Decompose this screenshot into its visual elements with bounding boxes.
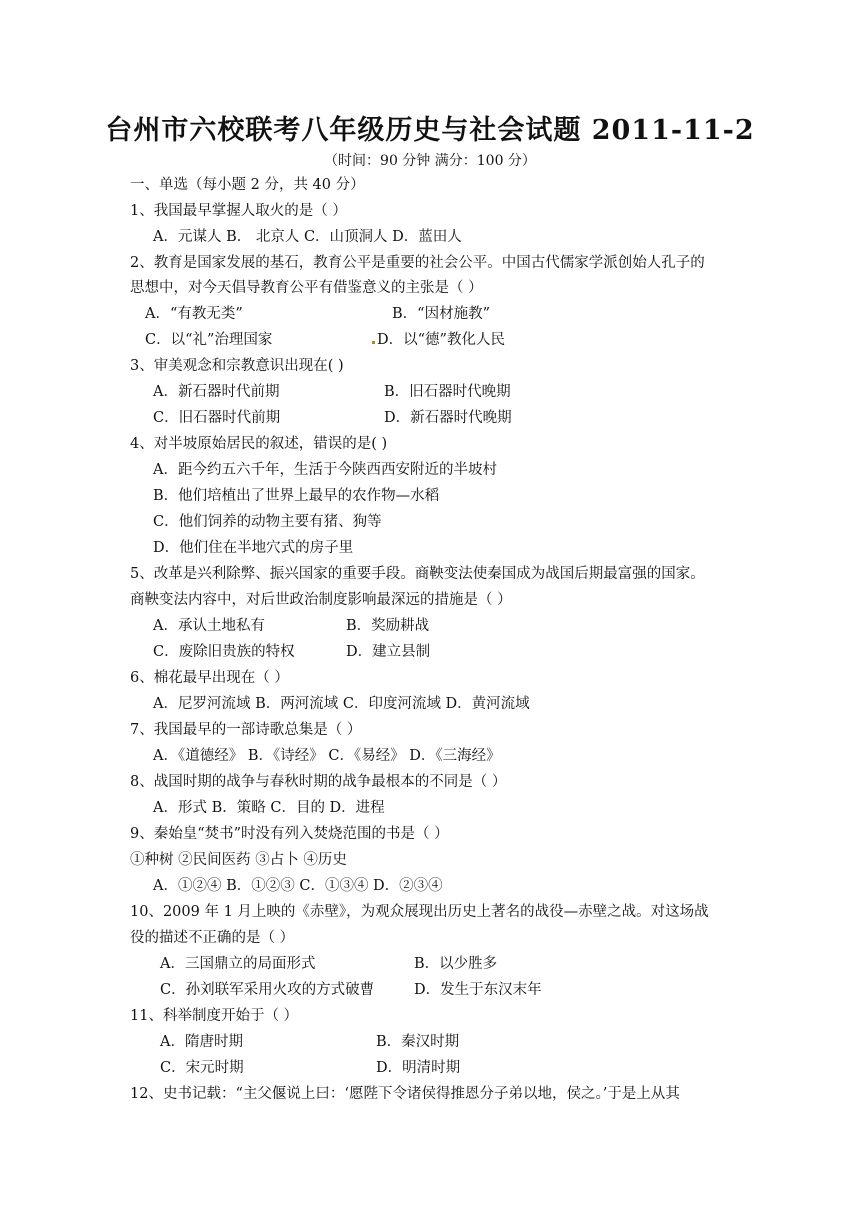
question-4-option-c: C．他们饲养的动物主要有猪、狗等 <box>153 514 382 530</box>
question-1-options: A．元谋人 B． 北京人 C．山顶洞人 D．蓝田人 <box>153 229 462 245</box>
question-4-stem: 4、对半坡原始居民的叙述，错误的是( ) <box>130 436 388 452</box>
question-2-option-c: C．以“礼”治理国家 <box>145 332 273 348</box>
question-5-stem-line2: 商鞅变法内容中，对后世政治制度影响最深远的措施是（ ） <box>130 592 512 608</box>
question-11-option-d: D．明清时期 <box>376 1060 461 1076</box>
question-2-stem-line2: 思想中，对今天倡导教育公平有借鉴意义的主张是（ ） <box>130 280 483 296</box>
question-10-option-d: D．发生于东汉末年 <box>414 982 542 998</box>
question-2-stem-line1: 2、教育是国家发展的基石，教育公平是重要的社会公平。中国古代儒家学派创始人孔子的 <box>130 255 705 271</box>
question-8-options: A．形式 B．策略 C．目的 D．进程 <box>153 800 385 816</box>
stray-mark <box>372 341 375 344</box>
question-9-items: ①种树 ②民间医药 ③占卜 ④历史 <box>130 852 347 868</box>
question-4-option-d: D．他们住在半地穴式的房子里 <box>153 540 354 556</box>
question-4-option-a: A．距今约五六千年，生活于今陕西西安附近的半坡村 <box>153 462 497 478</box>
question-2-option-d: D．以“德”教化人民 <box>372 330 505 350</box>
question-9-options: A．①②④ B．①②③ C．①③④ D．②③④ <box>153 878 443 894</box>
question-11-option-a: A．隋唐时期 <box>160 1034 243 1050</box>
question-7-options: A．《道德经》 B．《诗经》 C．《易经》 D．《三海经》 <box>153 748 501 764</box>
question-4-option-b: B．他们培植出了世界上最早的农作物—水稻 <box>153 488 440 504</box>
question-3-stem: 3、审美观念和宗教意识出现在( ) <box>130 358 344 374</box>
section-heading: 一、单选（每小题 2 分，共 40 分） <box>130 177 365 193</box>
question-10-option-b: B．以少胜多 <box>414 956 498 972</box>
question-5-option-d: D．建立县制 <box>346 644 431 660</box>
question-11-option-c: C．宋元时期 <box>160 1060 244 1076</box>
question-1-stem: 1、我国最早掌握人取火的是（ ） <box>130 203 347 219</box>
question-5-stem-line1: 5、改革是兴利除弊、振兴国家的重要手段。商鞅变法使秦国成为战国后期最富强的国家。 <box>130 566 705 582</box>
question-2-option-b: B．“因材施教” <box>392 306 490 322</box>
page-title: 台州市六校联考八年级历史与社会试题 2011-11-2 <box>105 115 755 146</box>
question-10-option-c: C．孙刘联军采用火攻的方式破曹 <box>160 982 375 998</box>
question-3-option-b: B．旧石器时代晚期 <box>384 384 511 400</box>
question-3-option-a: A．新石器时代前期 <box>153 384 280 400</box>
question-10-stem-line2: 役的描述不正确的是（ ） <box>130 930 295 946</box>
question-5-option-b: B．奖励耕战 <box>346 618 430 634</box>
question-6-options: A．尼罗河流域 B．两河流域 C．印度河流域 D．黄河流域 <box>153 696 530 712</box>
question-10-stem-line1: 10、2009 年 1 月上映的《赤壁》，为观众展现出历史上著名的战役—赤壁之战。对这场战 <box>130 904 709 920</box>
question-10-option-a: A．三国鼎立的局面形式 <box>160 956 316 972</box>
question-11-stem: 11、科举制度开始于（ ） <box>130 1008 299 1024</box>
question-9-stem: 9、秦始皇“焚书”时没有列入焚烧范围的书是（ ） <box>130 826 449 842</box>
question-3-option-c: C．旧石器时代前期 <box>153 410 281 426</box>
question-11-option-b: B．秦汉时期 <box>376 1034 460 1050</box>
question-6-stem: 6、棉花最早出现在（ ） <box>130 670 289 686</box>
question-5-option-c: C．废除旧贵族的特权 <box>153 644 295 660</box>
question-8-stem: 8、战国时期的战争与春秋时期的战争最根本的不同是（ ） <box>130 774 507 790</box>
question-7-stem: 7、我国最早的一部诗歌总集是（ ） <box>130 722 362 738</box>
question-3-option-d: D．新石器时代晚期 <box>384 410 512 426</box>
question-5-option-a: A．承认土地私有 <box>153 618 265 634</box>
question-12-stem: 12、史书记载：“主父偃说上曰：‘愿陛下令诸侯得推恩分子弟以地，侯之。’于是上从其 <box>130 1086 680 1102</box>
question-2-option-a: A．“有教无类” <box>145 306 243 322</box>
exam-info: （时间：90 分钟 满分：100 分） <box>324 153 536 169</box>
